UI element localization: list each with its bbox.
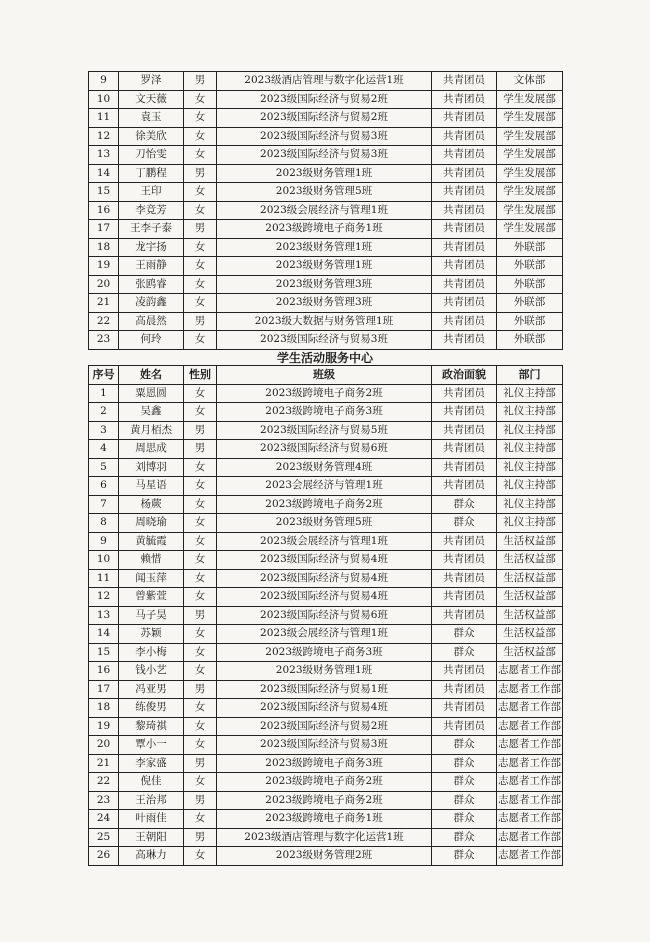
cell-number: 3 [89,421,119,440]
cell-class: 2023级国际经济与贸易4班 [217,588,432,607]
cell-number: 13 [89,146,119,165]
cell-department: 志愿者工作部 [497,810,563,829]
cell-class: 2023级酒店管理与数字化运营1班 [217,828,432,847]
cell-class: 2023级会展经济与管理1班 [217,625,432,644]
cell-number: 10 [89,90,119,109]
cell-number: 26 [89,847,119,866]
cell-gender: 女 [184,847,217,866]
table-row [89,72,563,91]
table-row [89,440,563,459]
cell-department: 外联部 [497,275,563,294]
cell-gender: 男 [184,828,217,847]
table-row [89,791,563,810]
cell-gender: 女 [184,477,217,496]
cell-number: 10 [89,551,119,570]
table-row [89,403,563,422]
cell-gender: 女 [184,810,217,829]
cell-name: 袁玉 [119,109,184,128]
table-row [89,828,563,847]
cell-number: 12 [89,588,119,607]
table-row [89,257,563,276]
table-row [89,90,563,109]
cell-class: 2023级财务管理1班 [217,257,432,276]
cell-gender: 男 [184,421,217,440]
cell-department: 志愿者工作部 [497,791,563,810]
cell-gender: 女 [184,532,217,551]
header-gender: 性别 [184,366,217,385]
cell-gender: 男 [184,220,217,239]
cell-political-status: 群众 [432,736,497,755]
cell-number: 12 [89,127,119,146]
cell-department: 礼仪主持部 [497,403,563,422]
cell-department: 礼仪主持部 [497,440,563,459]
cell-gender: 女 [184,514,217,533]
header-number: 序号 [89,366,119,385]
cell-class: 2023级跨境电子商务3班 [217,403,432,422]
cell-name: 凌韵鑫 [119,294,184,313]
cell-department: 志愿者工作部 [497,699,563,718]
header-name: 姓名 [119,366,184,385]
cell-department: 志愿者工作部 [497,680,563,699]
cell-number: 19 [89,257,119,276]
cell-class: 2023级跨境电子商务3班 [217,754,432,773]
cell-department: 外联部 [497,238,563,257]
cell-class: 2023级财务管理1班 [217,164,432,183]
cell-name: 练俊男 [119,699,184,718]
cell-department: 礼仪主持部 [497,477,563,496]
cell-gender: 女 [184,90,217,109]
cell-political-status: 群众 [432,754,497,773]
cell-name: 黎琦祺 [119,717,184,736]
cell-class: 2023级跨境电子商务1班 [217,810,432,829]
cell-class: 2023级国际经济与贸易4班 [217,551,432,570]
cell-department: 学生发展部 [497,146,563,165]
cell-class: 2023级财务管理5班 [217,183,432,202]
cell-number: 19 [89,717,119,736]
cell-name: 叶雨佳 [119,810,184,829]
member-table-continued [88,71,563,350]
cell-class: 2023级跨境电子商务1班 [217,220,432,239]
cell-department: 学生发展部 [497,109,563,128]
table-row [89,717,563,736]
cell-political-status: 共青团员 [432,699,497,718]
cell-name: 王印 [119,183,184,202]
cell-number: 24 [89,810,119,829]
cell-gender: 女 [184,717,217,736]
cell-class: 2023级跨境电子商务2班 [217,773,432,792]
cell-class: 2023级国际经济与贸易2班 [217,717,432,736]
cell-name: 徐美欣 [119,127,184,146]
table-row [89,421,563,440]
cell-department: 外联部 [497,257,563,276]
cell-number: 20 [89,736,119,755]
table-row [89,384,563,403]
cell-gender: 女 [184,569,217,588]
cell-political-status: 共青团员 [432,257,497,276]
cell-gender: 男 [184,312,217,331]
cell-class: 2023级跨境电子商务2班 [217,791,432,810]
cell-political-status: 共青团员 [432,331,497,350]
table-row [89,625,563,644]
table-row [89,331,563,350]
table-row [89,569,563,588]
table-row [89,514,563,533]
cell-number: 15 [89,643,119,662]
cell-political-status: 共青团员 [432,72,497,91]
cell-name: 龙宇扬 [119,238,184,257]
cell-name: 曾紫萱 [119,588,184,607]
cell-number: 21 [89,754,119,773]
activity-center-table-body [89,384,563,865]
cell-name: 赖惜 [119,551,184,570]
cell-class: 2023级国际经济与贸易2班 [217,109,432,128]
cell-number: 17 [89,220,119,239]
table-row [89,662,563,681]
table-row [89,458,563,477]
cell-number: 1 [89,384,119,403]
cell-department: 学生发展部 [497,164,563,183]
cell-department: 礼仪主持部 [497,384,563,403]
cell-department: 学生发展部 [497,220,563,239]
cell-political-status: 共青团员 [432,220,497,239]
table-header-row [89,366,563,385]
cell-gender: 女 [184,384,217,403]
cell-gender: 男 [184,791,217,810]
cell-gender: 男 [184,164,217,183]
cell-department: 生活权益部 [497,532,563,551]
cell-class: 2023级大数据与财务管理1班 [217,312,432,331]
table-row [89,477,563,496]
table-row [89,588,563,607]
cell-political-status: 共青团员 [432,312,497,331]
section-title: 学生活动服务中心 [276,351,373,365]
cell-number: 25 [89,828,119,847]
table-row [89,164,563,183]
cell-class: 2023级财务管理1班 [217,662,432,681]
cell-number: 13 [89,606,119,625]
cell-gender: 女 [184,201,217,220]
cell-department: 志愿者工作部 [497,847,563,866]
activity-center-table [88,365,563,866]
cell-department: 生活权益部 [497,569,563,588]
cell-number: 14 [89,625,119,644]
cell-political-status: 共青团员 [432,569,497,588]
cell-number: 9 [89,72,119,91]
table-row [89,127,563,146]
cell-class: 2023级财务管理1班 [217,238,432,257]
cell-number: 4 [89,440,119,459]
cell-name: 文天薇 [119,90,184,109]
cell-number: 15 [89,183,119,202]
cell-class: 2023级酒店管理与数字化运营1班 [217,72,432,91]
cell-number: 23 [89,791,119,810]
cell-number: 11 [89,569,119,588]
cell-political-status: 共青团员 [432,403,497,422]
cell-name: 高晨然 [119,312,184,331]
cell-political-status: 群众 [432,847,497,866]
cell-gender: 男 [184,72,217,91]
table-row [89,220,563,239]
cell-political-status: 共青团员 [432,458,497,477]
cell-department: 礼仪主持部 [497,421,563,440]
cell-number: 18 [89,699,119,718]
member-table-continued-body [89,72,563,350]
cell-gender: 女 [184,773,217,792]
table-row [89,294,563,313]
cell-department: 生活权益部 [497,588,563,607]
cell-department: 生活权益部 [497,606,563,625]
cell-political-status: 共青团员 [432,164,497,183]
cell-political-status: 群众 [432,810,497,829]
cell-political-status: 群众 [432,643,497,662]
cell-gender: 女 [184,257,217,276]
cell-name: 李竞芳 [119,201,184,220]
cell-class: 2023级国际经济与贸易6班 [217,606,432,625]
cell-department: 志愿者工作部 [497,773,563,792]
cell-name: 马星语 [119,477,184,496]
cell-class: 2023级跨境电子商务2班 [217,384,432,403]
table-row [89,551,563,570]
cell-political-status: 群众 [432,514,497,533]
table-row [89,146,563,165]
cell-name: 刀怡雯 [119,146,184,165]
cell-name: 倪佳 [119,773,184,792]
cell-political-status: 群众 [432,791,497,810]
cell-class: 2023级国际经济与贸易5班 [217,421,432,440]
header-department: 部门 [497,366,563,385]
cell-gender: 男 [184,754,217,773]
cell-name: 黄月栢杰 [119,421,184,440]
table-row [89,275,563,294]
cell-department: 学生发展部 [497,183,563,202]
cell-class: 2023级国际经济与贸易4班 [217,699,432,718]
cell-class: 2023级财务管理2班 [217,847,432,866]
cell-name: 丁鹏程 [119,164,184,183]
cell-class: 2023级财务管理4班 [217,458,432,477]
cell-department: 学生发展部 [497,90,563,109]
cell-number: 2 [89,403,119,422]
cell-political-status: 共青团员 [432,421,497,440]
cell-gender: 男 [184,440,217,459]
cell-political-status: 群众 [432,625,497,644]
cell-political-status: 群众 [432,773,497,792]
cell-name: 闻玉萍 [119,569,184,588]
cell-number: 5 [89,458,119,477]
cell-name: 王治邦 [119,791,184,810]
cell-gender: 男 [184,606,217,625]
cell-political-status: 共青团员 [432,440,497,459]
cell-political-status: 共青团员 [432,717,497,736]
table-row [89,773,563,792]
cell-number: 21 [89,294,119,313]
cell-name: 张鸥睿 [119,275,184,294]
table-row [89,810,563,829]
cell-class: 2023级国际经济与贸易3班 [217,127,432,146]
cell-name: 刘博羽 [119,458,184,477]
table-row [89,754,563,773]
cell-department: 外联部 [497,294,563,313]
cell-political-status: 群众 [432,495,497,514]
cell-political-status: 共青团员 [432,146,497,165]
cell-name: 王雨静 [119,257,184,276]
cell-name: 吴鑫 [119,403,184,422]
cell-political-status: 共青团员 [432,127,497,146]
cell-department: 外联部 [497,312,563,331]
cell-department: 礼仪主持部 [497,495,563,514]
cell-department: 生活权益部 [497,551,563,570]
cell-department: 礼仪主持部 [497,458,563,477]
header-political-status: 政治面貌 [432,366,497,385]
cell-department: 生活权益部 [497,625,563,644]
table-row [89,699,563,718]
cell-department: 学生发展部 [497,201,563,220]
cell-class: 2023级跨境电子商务2班 [217,495,432,514]
header-class: 班级 [217,366,432,385]
cell-department: 志愿者工作部 [497,828,563,847]
cell-department: 礼仪主持部 [497,514,563,533]
cell-gender: 女 [184,183,217,202]
cell-class: 2023级跨境电子商务3班 [217,643,432,662]
cell-gender: 女 [184,331,217,350]
cell-political-status: 共青团员 [432,90,497,109]
cell-gender: 女 [184,736,217,755]
table-row [89,238,563,257]
cell-name: 覃小一 [119,736,184,755]
cell-political-status: 共青团员 [432,294,497,313]
table-row [89,680,563,699]
cell-number: 22 [89,773,119,792]
cell-name: 王李子泰 [119,220,184,239]
cell-name: 罗泽 [119,72,184,91]
cell-class: 2023级国际经济与贸易6班 [217,440,432,459]
cell-gender: 女 [184,495,217,514]
cell-political-status: 共青团员 [432,551,497,570]
cell-name: 王朝阳 [119,828,184,847]
cell-number: 6 [89,477,119,496]
cell-gender: 女 [184,146,217,165]
cell-political-status: 共青团员 [432,477,497,496]
cell-number: 9 [89,532,119,551]
cell-political-status: 共青团员 [432,606,497,625]
cell-name: 李家盛 [119,754,184,773]
cell-political-status: 共青团员 [432,588,497,607]
cell-gender: 女 [184,403,217,422]
cell-department: 生活权益部 [497,643,563,662]
cell-name: 冯亚男 [119,680,184,699]
cell-class: 2023级会展经济与管理1班 [217,201,432,220]
cell-department: 志愿者工作部 [497,662,563,681]
cell-number: 11 [89,109,119,128]
cell-name: 李小梅 [119,643,184,662]
cell-gender: 女 [184,699,217,718]
cell-gender: 女 [184,458,217,477]
cell-political-status: 共青团员 [432,532,497,551]
cell-gender: 女 [184,643,217,662]
cell-political-status: 共青团员 [432,680,497,699]
cell-gender: 男 [184,680,217,699]
cell-name: 高琳力 [119,847,184,866]
cell-political-status: 共青团员 [432,109,497,128]
cell-gender: 女 [184,625,217,644]
cell-political-status: 共青团员 [432,238,497,257]
cell-department: 学生发展部 [497,127,563,146]
cell-gender: 女 [184,275,217,294]
cell-number: 17 [89,680,119,699]
cell-gender: 女 [184,294,217,313]
cell-name: 苏颖 [119,625,184,644]
cell-political-status: 共青团员 [432,201,497,220]
table-row [89,847,563,866]
cell-gender: 女 [184,588,217,607]
cell-gender: 女 [184,238,217,257]
table-row [89,606,563,625]
cell-class: 2023级财务管理5班 [217,514,432,533]
cell-number: 14 [89,164,119,183]
cell-name: 黄毓霞 [119,532,184,551]
cell-class: 2023级国际经济与贸易4班 [217,569,432,588]
cell-number: 22 [89,312,119,331]
cell-number: 20 [89,275,119,294]
cell-political-status: 共青团员 [432,662,497,681]
cell-political-status: 群众 [432,828,497,847]
cell-number: 16 [89,662,119,681]
cell-class: 2023级国际经济与贸易3班 [217,146,432,165]
cell-class: 2023级国际经济与贸易3班 [217,736,432,755]
cell-name: 何玲 [119,331,184,350]
table-row [89,201,563,220]
cell-number: 8 [89,514,119,533]
cell-class: 2023级国际经济与贸易3班 [217,331,432,350]
cell-department: 志愿者工作部 [497,717,563,736]
cell-political-status: 共青团员 [432,275,497,294]
cell-name: 周晓瑜 [119,514,184,533]
cell-department: 外联部 [497,331,563,350]
cell-name: 粟恩圆 [119,384,184,403]
cell-number: 23 [89,331,119,350]
table-row [89,532,563,551]
cell-number: 16 [89,201,119,220]
table-row [89,312,563,331]
cell-class: 2023级国际经济与贸易2班 [217,90,432,109]
table-row [89,643,563,662]
cell-department: 文体部 [497,72,563,91]
cell-class: 2023会展经济与管理1班 [217,477,432,496]
cell-class: 2023级财务管理3班 [217,294,432,313]
cell-gender: 女 [184,109,217,128]
cell-gender: 女 [184,662,217,681]
cell-class: 2023级财务管理3班 [217,275,432,294]
cell-gender: 女 [184,551,217,570]
table-row [89,495,563,514]
table-row [89,109,563,128]
cell-name: 马子昊 [119,606,184,625]
cell-number: 18 [89,238,119,257]
cell-number: 7 [89,495,119,514]
cell-class: 2023级国际经济与贸易1班 [217,680,432,699]
cell-political-status: 共青团员 [432,183,497,202]
cell-gender: 女 [184,127,217,146]
cell-name: 周思成 [119,440,184,459]
cell-class: 2023级会展经济与管理1班 [217,532,432,551]
cell-name: 杨蕨 [119,495,184,514]
table-row [89,183,563,202]
table-row [89,736,563,755]
cell-department: 志愿者工作部 [497,736,563,755]
cell-department: 志愿者工作部 [497,754,563,773]
cell-political-status: 共青团员 [432,384,497,403]
cell-name: 钱小艺 [119,662,184,681]
